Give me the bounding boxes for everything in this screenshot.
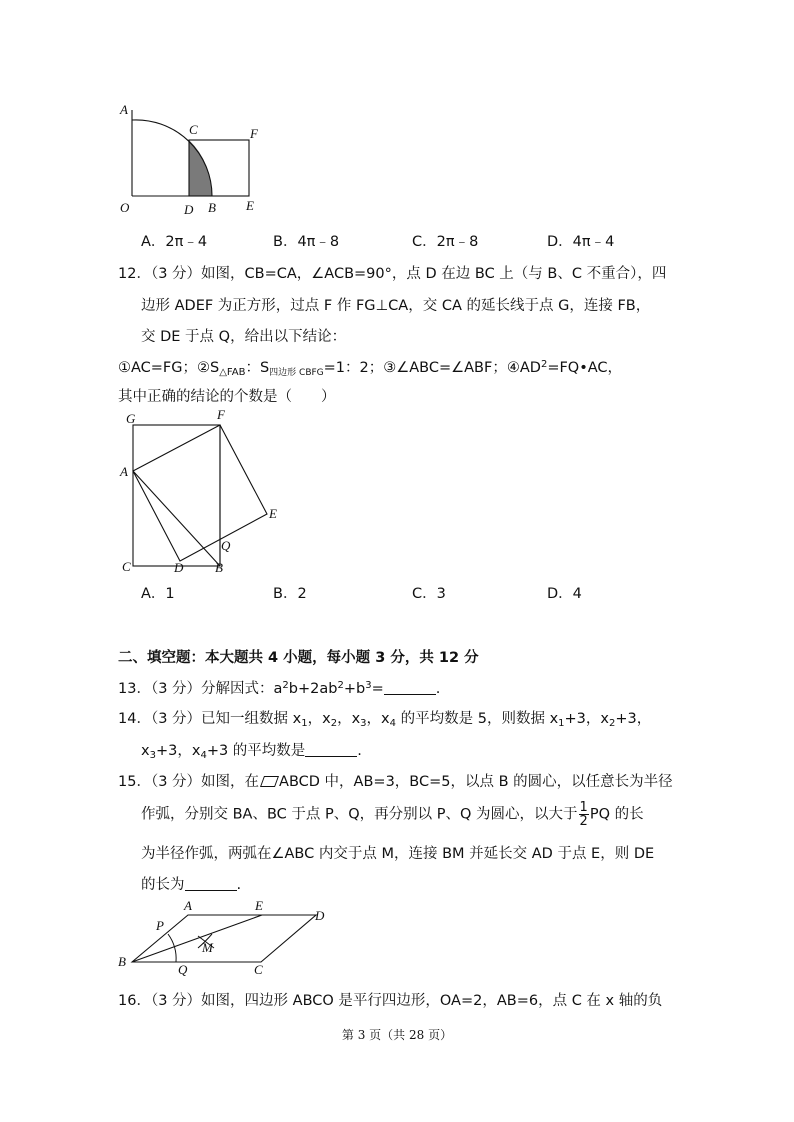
label-f: F <box>250 126 258 141</box>
label-c: C <box>122 559 131 574</box>
label-g: G <box>126 411 136 426</box>
shaded-region <box>189 140 212 196</box>
page-footer: 第 3 页（共 28 页） <box>341 1028 453 1042</box>
q12-option-d[interactable]: D．4 <box>547 586 582 602</box>
label-b: B <box>215 560 223 575</box>
q12-figure <box>112 404 292 580</box>
fraction-one-half: $\frac{1}{2}$ <box>579 800 588 829</box>
q12-option-b[interactable]: B．2 <box>273 586 307 602</box>
label-a: A <box>120 464 128 479</box>
q15-figure <box>112 896 342 976</box>
q12-line3: 交 DE 于点 Q，给出以下结论： <box>141 329 347 345</box>
q11-figure <box>112 100 272 220</box>
q13: 13．（3 分）分解因式：$a^2b+2ab^2+b^3=$ . <box>118 680 441 697</box>
q15-line3: 为半径作弧，两弧在∠ABC 内交于点 M，连接 BM 并延长交 AD 于点 E，则 DE <box>141 846 655 862</box>
q12-conclusions: ①AC=FG；$②S_{\triangle FAB}$：$S_{四边形 CBFG}=1$：2；③∠ABC=∠ABF；$④AD^2=FQ•AC$， <box>118 359 623 378</box>
label-d: D <box>184 202 194 217</box>
label-q: Q <box>221 538 231 553</box>
label-d: D <box>174 560 184 575</box>
q12-option-a[interactable]: A．1 <box>141 586 175 602</box>
section-title: 二、填空题：本大题共 4 小题，每小题 3 分，共 12 分 <box>118 650 479 666</box>
label-c: C <box>254 962 263 976</box>
q15-line2: 作弧，分别交 BA、BC 于点 P、Q，再分别以 P、Q 为圆心，以大于 $\frac{1}{2}$ PQ 的长 <box>141 800 644 829</box>
label-a: A <box>120 102 128 117</box>
q11-option-b[interactable]: B．4π﹣8 <box>273 234 340 250</box>
line-be <box>132 915 262 962</box>
q12-option-c[interactable]: C．3 <box>412 586 446 602</box>
q11-option-a[interactable]: A．2π﹣4 <box>141 234 208 250</box>
q13-answer-blank[interactable] <box>384 680 436 695</box>
q14-line1: 14．（3 分）已知一组数据 $x_1$，$x_2$，$x_3$，$x_4$ 的平均数是 5，则数据 $x_1+3$，$x_2+3$， <box>118 711 652 729</box>
label-a: A <box>184 898 192 913</box>
label-f: F <box>217 407 225 422</box>
q14-answer-blank[interactable] <box>305 742 357 757</box>
parallelogram-icon <box>260 776 279 787</box>
q15-line1: 15．（3 分）如图，在 ABCD 中，AB=3，BC=5，以点 B 的圆心，以任意长为半径 <box>118 774 673 790</box>
q16-line1: 16．（3 分）如图，四边形 ABCO 是平行四边形，OA=2，AB=6，点 C 在 x 轴的负 <box>118 993 663 1009</box>
label-q: Q <box>178 962 188 976</box>
label-e: E <box>269 506 277 521</box>
label-m: M <box>202 940 213 955</box>
label-e: E <box>255 898 263 913</box>
q11-option-c[interactable]: C．2π﹣8 <box>412 234 479 250</box>
q12-line2: 边形 ADEF 为正方形，过点 F 作 FG⊥CA，交 CA 的延长线于点 G，连接 FB， <box>141 298 651 314</box>
q12-line1: 12．（3 分）如图，CB=CA，∠ACB=90°，点 D 在边 BC 上（与 B、C 不重合），四 <box>118 266 667 282</box>
q14-line2: $x_3+3$，$x_4+3$ 的平均数是 . <box>141 743 362 761</box>
q15-answer-blank[interactable] <box>185 876 237 891</box>
label-p: P <box>156 918 164 933</box>
label-o: O <box>120 200 130 215</box>
q15-line4: 的长为 . <box>141 877 242 893</box>
label-c: C <box>189 122 198 137</box>
q11-option-d[interactable]: D．4π﹣4 <box>547 234 615 250</box>
label-e: E <box>246 198 254 213</box>
label-b: B <box>118 954 126 969</box>
q12-line5: 其中正确的结论的个数是（ ） <box>118 389 336 405</box>
label-d: D <box>315 908 325 923</box>
label-b: B <box>208 200 216 215</box>
